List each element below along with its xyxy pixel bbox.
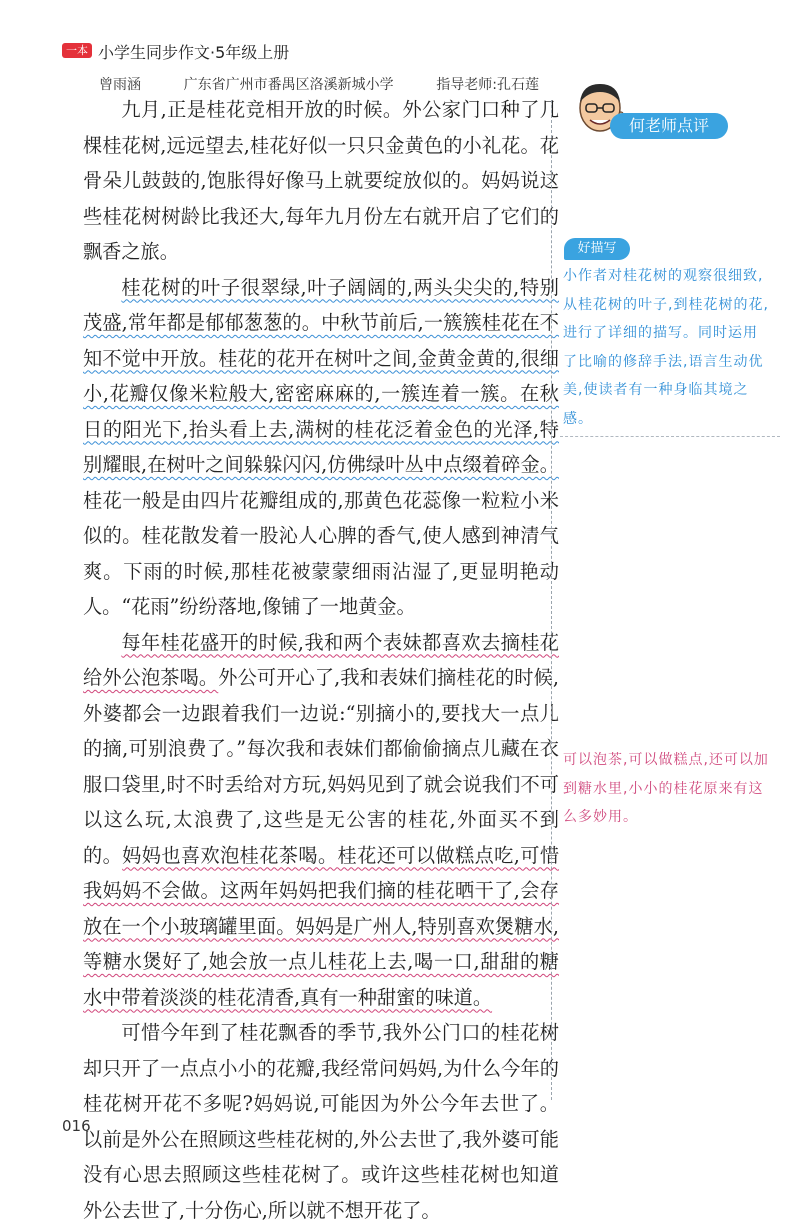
byline [99, 74, 539, 94]
paragraph-2-rest: 桂花一般是由四片花瓣组成的,那黄色花蕊像一粒粒小米似的。桂花散发着一股沁人心脾的香气,使人感到神清气爽。下雨的时候,那桂花被蒙蒙细雨沾湿了,更显明艳动人。“花雨”纷纷落地,像铺了一地黄金。 [83, 488, 559, 618]
book-logo-badge: 一本 [62, 43, 92, 58]
paragraph-3 [83, 625, 559, 1016]
paragraph-3-middle: 外公可开心了,我和表妹们摘桂花的时候,外婆都会一边跟着我们一边说:“别摘小的,要找大一点儿的摘,可别浪费了。”每次我和表妹们都偷偷摘点儿藏在衣服口袋里,时不时丢给对方玩,妈妈见到了就会说我们不可以这么玩,太浪费了,这些是无公害的桂花,外面买不到的。 [83, 666, 560, 867]
page-number: 016 [62, 1117, 91, 1135]
book-title: 小学生同步作文·5年级上册 [98, 43, 290, 62]
school-name: 广东省广州市番禺区洛溪新城小学 [183, 77, 394, 93]
highlighted-sentence-1: 每年桂花盛开的时候,我和两个表妹都喜欢去摘桂花给外公泡茶喝。 [83, 630, 559, 689]
teacher-name: 指导老师:孔石莲 [436, 77, 539, 93]
column-divider [551, 100, 553, 1100]
author-name: 曾雨涵 [99, 77, 141, 93]
highlighted-sentence-2: 妈妈也喜欢泡桂花茶喝。桂花还可以做糕点吃,可惜我妈妈不会做。这两年妈妈把我们摘的桂花晒干了,会存放在一个小玻璃罐里面。妈妈是广州人,特别喜欢煲糖水,等糖水煲好了,她会放一点儿桂花上去,喝一口,甜甜的糖水中带着淡淡的桂花清香,真有一种甜蜜的味道。 [83, 843, 560, 1009]
good-description-tag: 好描写 [564, 238, 630, 260]
teacher-comment-banner: 何老师点评 [610, 113, 728, 139]
paragraph-4: 可惜今年到了桂花飘香的季节,我外公门口的桂花树却只开了一点点小小的花瓣,我经常问妈妈,为什么今年的桂花树开花不多呢?妈妈说,可能因为外公今年去世了。以前是外公在照顾这些桂花树的,外公去世了,我外婆可能没有心思去照顾这些桂花树了。或许这些桂花树也知道外公去世了,十分伤心,所以就不想开花了。 [83, 1021, 559, 1222]
essay-body [83, 92, 559, 1228]
paragraph-2 [83, 270, 559, 625]
paragraph-1: 九月,正是桂花竞相开放的时候。外公家门口种了几棵桂花树,远远望去,桂花好似一只只金黄色的小礼花。花骨朵儿鼓鼓的,饱胀得好像马上就要绽放似的。妈妈说这些桂花树树龄比我还大,每年九月份左右就开启了它们的飘香之旅。 [83, 98, 559, 263]
comment-note-1: 小作者对桂花树的观察很细致,从桂花树的叶子,到桂花树的花,进行了详细的描写。同时运用了比喻的修辞手法,语言生动优美,使读者有一种身临其境之感。 [563, 268, 769, 427]
comment-note-2: 可以泡茶,可以做糕点,还可以加到糖水里,小小的桂花原来有这么多妙用。 [563, 752, 769, 825]
highlighted-description: 桂花树的叶子很翠绿,叶子阔阔的,两头尖尖的,特别茂盛,常年都是郁郁葱葱的。中秋节前后,一簇簇桂花在不知不觉中开放。桂花的花开在树叶之间,金黄金黄的,很细小,花瓣仅像米粒般大,密密麻麻的,一簇连着一簇。在秋日的阳光下,抬头看上去,满树的桂花泛着金色的光泽,特别耀眼,在树叶之间躲躲闪闪,仿佛绿叶丛中点缀着碎金。 [83, 275, 559, 476]
